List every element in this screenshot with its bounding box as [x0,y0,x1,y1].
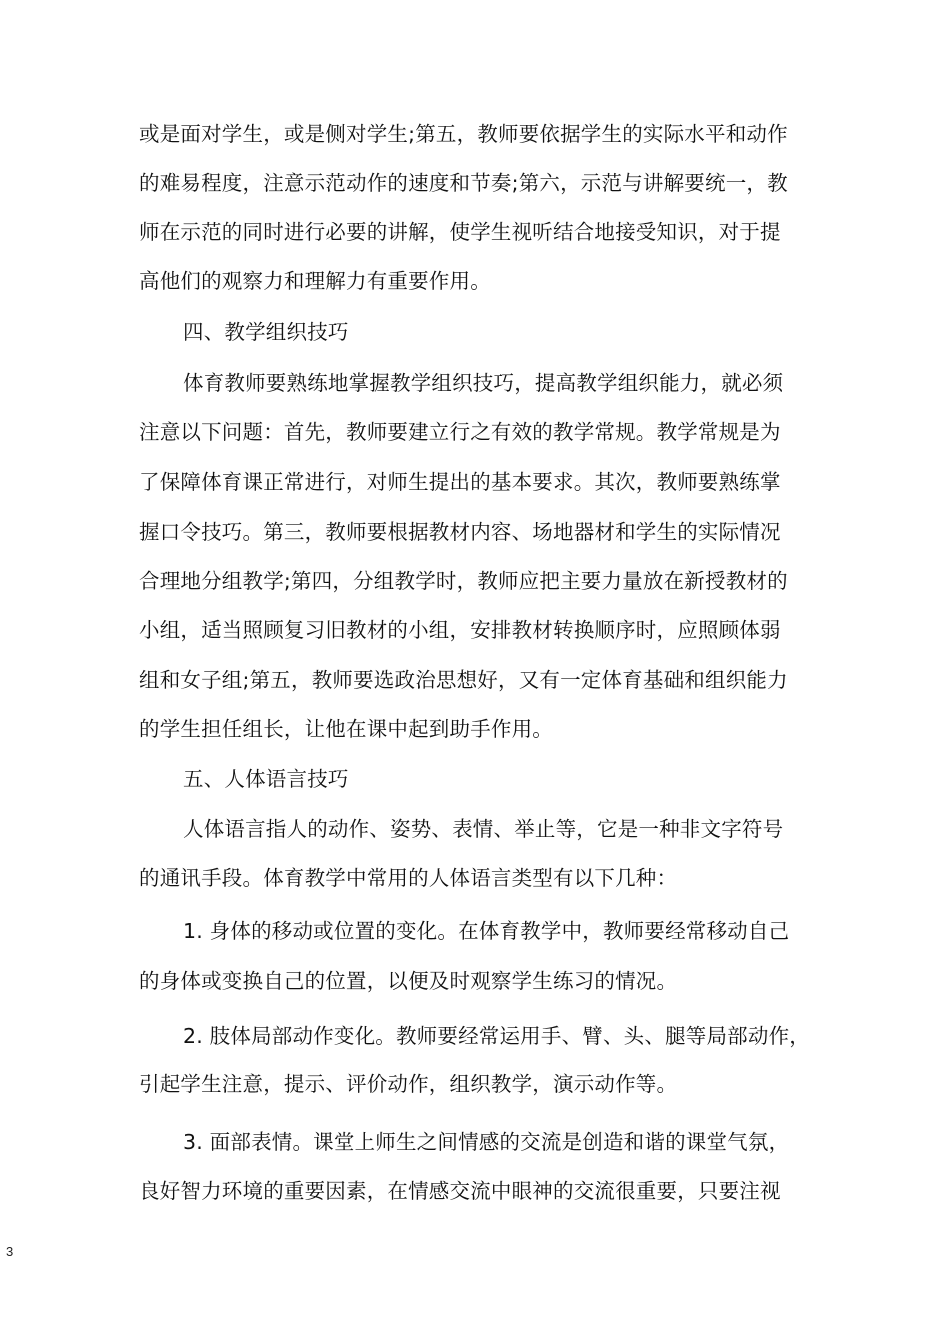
paragraph-line: 握口令技巧。第三，教师要根据教材内容、场地器材和学生的实际情况 [139,520,781,544]
paragraph-line: 人体语言指人的动作、姿势、表情、举止等，它是一种非文字符号 [183,817,784,841]
paragraph-line: 师在示范的同时进行必要的讲解，使学生视听结合地接受知识，对于提 [139,220,781,244]
paragraph-line: 体育教师要熟练地掌握教学组织技巧，提高教学组织能力，就必须 [183,371,784,395]
list-item-line: 2. 肢体局部动作变化。教师要经常运用手、臂、头、腿等局部动作， [183,1024,810,1048]
paragraph-line: 组和女子组;第五，教师要选政治思想好，又有一定体育基础和组织能力 [139,668,788,692]
section-heading: 五、人体语言技巧 [183,767,349,791]
paragraph-line: 小组，适当照顾复习旧教材的小组，安排教材转换顺序时，应照顾体弱 [139,618,781,642]
list-item-line: 良好智力环境的重要因素，在情感交流中眼神的交流很重要，只要注视 [139,1179,781,1203]
list-item-line: 3. 面部表情。课堂上师生之间情感的交流是创造和谐的课堂气氛， [183,1130,790,1154]
paragraph-line: 的通讯手段。体育教学中常用的人体语言类型有以下几种： [139,866,678,890]
paragraph-line: 了保障体育课正常进行，对师生提出的基本要求。其次，教师要熟练掌 [139,470,781,494]
section-heading: 四、教学组织技巧 [183,320,349,344]
list-item-line: 引起学生注意，提示、评价动作，组织教学，演示动作等。 [139,1072,678,1096]
list-item-line: 的身体或变换自己的位置，以便及时观察学生练习的情况。 [139,969,678,993]
list-item-line: 1. 身体的移动或位置的变化。在体育教学中，教师要经常移动自己 [183,919,790,943]
page-number: 3 [6,1244,14,1259]
paragraph-line: 的学生担任组长，让他在课中起到助手作用。 [139,717,553,741]
paragraph-line: 注意以下问题：首先，教师要建立行之有效的教学常规。教学常规是为 [139,420,781,444]
paragraph-line: 的难易程度，注意示范动作的速度和节奏;第六，示范与讲解要统一，教 [139,171,788,195]
paragraph-line: 高他们的观察力和理解力有重要作用。 [139,269,491,293]
paragraph-line: 合理地分组教学;第四，分组教学时，教师应把主要力量放在新授教材的 [139,569,788,593]
paragraph-line: 或是面对学生，或是侧对学生;第五，教师要依据学生的实际水平和动作 [139,122,788,146]
